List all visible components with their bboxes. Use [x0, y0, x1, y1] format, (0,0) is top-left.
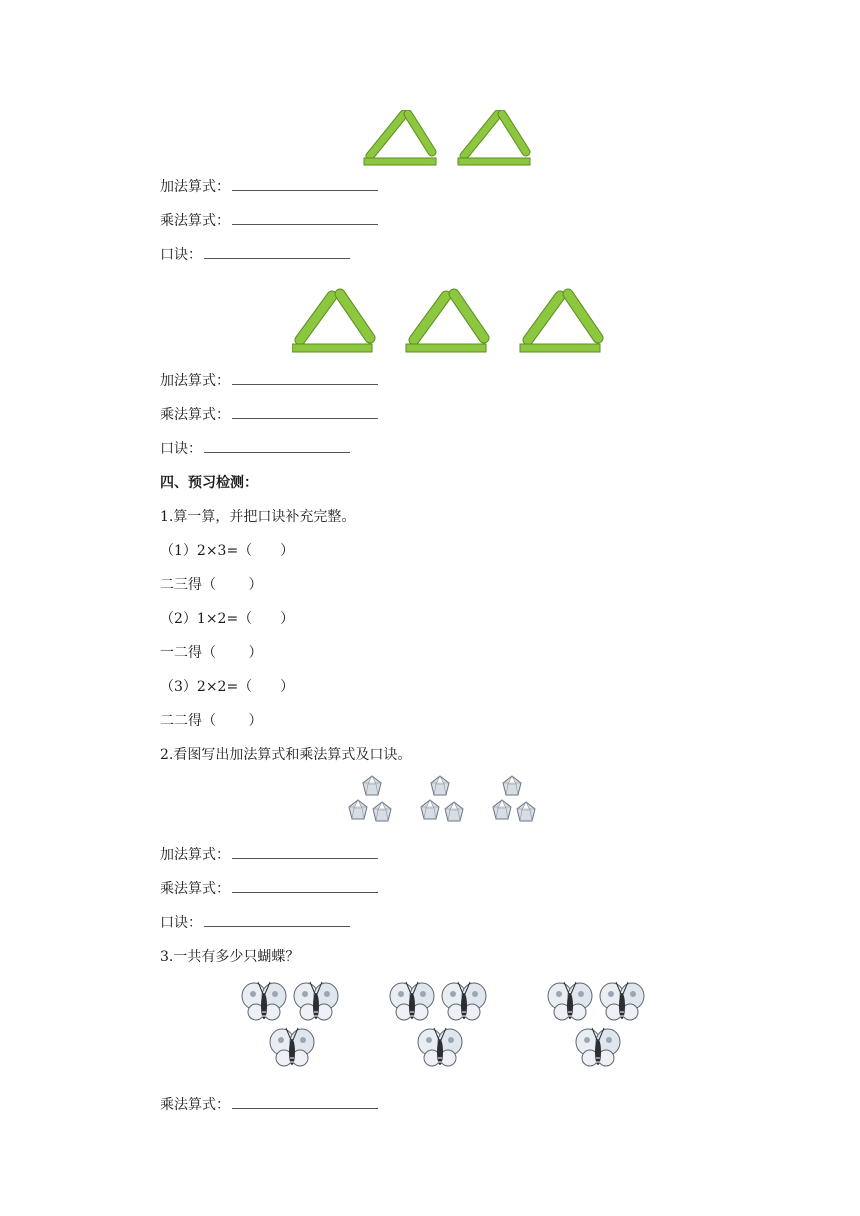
- question-1-prompt: 1.算一算，并把口诀补充完整。: [160, 509, 356, 525]
- answer-blank[interactable]: [204, 914, 350, 927]
- answer-blank[interactable]: [232, 178, 378, 191]
- q1-equation-3: （3）2×2=（ ）: [160, 679, 295, 695]
- butterfly-cluster-icon: [242, 982, 338, 1066]
- triangle-group-row1: [362, 110, 532, 168]
- question-2-prompt: 2.看图写出加法算式和乘法算式及口诀。: [160, 747, 412, 763]
- diamond-groups: [340, 772, 550, 828]
- triangle-group-row2: [292, 288, 612, 358]
- stick-triangle-icon: [406, 294, 486, 352]
- butterfly-cluster-icon: [548, 982, 644, 1066]
- multiplication-label-2: 乘法算式：: [160, 406, 378, 424]
- stick-triangle-icon: [292, 294, 372, 352]
- stick-triangle-icon: [364, 114, 436, 165]
- section-heading: 四、预习检测：: [160, 475, 258, 491]
- answer-blank[interactable]: [232, 1096, 378, 1109]
- addition-label-2: 加法算式：: [160, 372, 378, 390]
- stick-triangle-icon: [458, 114, 530, 165]
- multiplication-label-3: 乘法算式：: [160, 880, 378, 898]
- answer-blank[interactable]: [232, 846, 378, 859]
- q1-equation-2: （2）1×2=（ ）: [160, 611, 295, 627]
- answer-blank[interactable]: [232, 372, 378, 385]
- rhyme-label-2: 口诀：: [160, 440, 350, 458]
- addition-label-3: 加法算式：: [160, 846, 378, 864]
- q1-rhyme-2: 一二得（ ）: [160, 645, 263, 661]
- answer-blank[interactable]: [232, 212, 378, 225]
- addition-label-1: 加法算式：: [160, 178, 378, 196]
- answer-blank[interactable]: [204, 246, 350, 259]
- rhyme-label-1: 口诀：: [160, 246, 350, 264]
- q1-equation-1: （1）2×3=（ ）: [160, 543, 295, 559]
- question-3-prompt: 3.一共有多少只蝴蝶？: [160, 949, 300, 965]
- stick-triangle-icon: [520, 294, 600, 352]
- diamond-cluster-icon: [349, 776, 391, 821]
- rhyme-label-3: 口诀：: [160, 914, 350, 932]
- diamond-cluster-icon: [493, 776, 535, 821]
- butterfly-cluster-icon: [390, 982, 486, 1066]
- answer-blank[interactable]: [204, 440, 350, 453]
- answer-blank[interactable]: [232, 406, 378, 419]
- butterfly-groups: [240, 978, 660, 1078]
- multiplication-label-4: 乘法算式：: [160, 1096, 378, 1114]
- diamond-cluster-icon: [421, 776, 463, 821]
- answer-blank[interactable]: [232, 880, 378, 893]
- multiplication-label-1: 乘法算式：: [160, 212, 378, 230]
- q1-rhyme-1: 二三得（ ）: [160, 577, 263, 593]
- q1-rhyme-3: 二二得（ ）: [160, 713, 263, 729]
